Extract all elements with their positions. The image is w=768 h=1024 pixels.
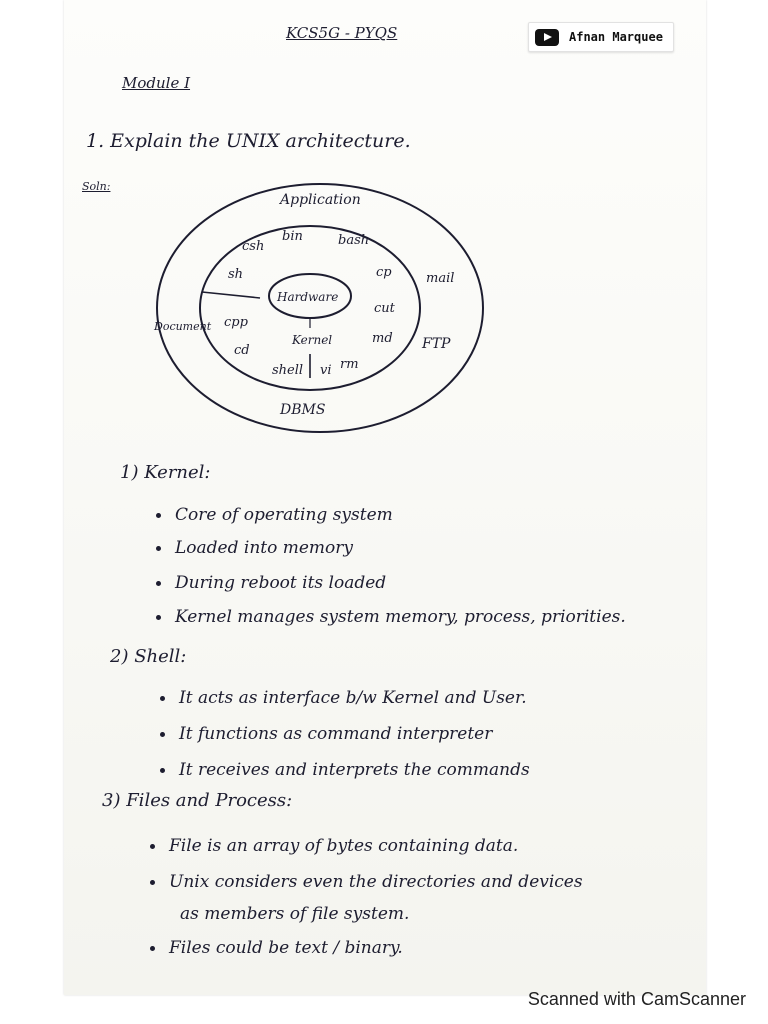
bullet-text: During reboot its loaded: [175, 573, 387, 593]
module-label: Module I: [122, 74, 191, 92]
bullet-dot: [150, 946, 155, 951]
bullet-text: Files could be text / binary.: [169, 938, 403, 958]
label-rm: rm: [340, 357, 359, 372]
label-cut: cut: [374, 301, 395, 316]
bullet-text: File is an array of bytes containing data.: [169, 836, 519, 856]
label-cd: cd: [234, 343, 250, 358]
label-csh: csh: [242, 239, 265, 254]
bullet-dot: [156, 513, 161, 518]
bullet-dot: [160, 696, 165, 701]
bullet-text: Core of operating system: [175, 505, 393, 525]
label-hardware: Hardware: [277, 290, 339, 304]
bullet-dot: [160, 768, 165, 773]
label-document: Document: [154, 320, 212, 333]
question-text: 1. Explain the UNIX architecture.: [86, 130, 411, 152]
solution-label: Soln:: [82, 180, 111, 193]
outer-ring: [157, 184, 483, 432]
bullet-dot: [156, 546, 161, 551]
list-item: [156, 505, 393, 525]
bullet-text: Unix considers even the directories and devices: [169, 872, 583, 892]
label-vi: vi: [320, 363, 332, 378]
label-application: Application: [280, 192, 361, 208]
section-heading-shell: 2) Shell:: [110, 646, 187, 667]
section-heading-kernel: 1) Kernel:: [120, 462, 211, 483]
bullet-dot: [150, 880, 155, 885]
label-bin: bin: [282, 229, 303, 244]
label-bash: bash: [338, 233, 370, 248]
list-item: [150, 872, 583, 892]
bullet-text: It functions as command interpreter: [179, 724, 493, 744]
label-kernel: Kernel: [292, 333, 333, 347]
channel-name: Afnan Marquee: [569, 30, 663, 44]
label-md: md: [372, 331, 393, 346]
list-item: [156, 573, 386, 593]
label-sh: sh: [228, 267, 244, 282]
bullet-text: It receives and interprets the commands: [179, 760, 530, 780]
list-item: [150, 938, 403, 958]
list-item: [160, 688, 527, 708]
section-heading-files: 3) Files and Process:: [102, 790, 293, 811]
bullet-dot: [160, 732, 165, 737]
bullet-dot: [150, 844, 155, 849]
bullet-text: Kernel manages system memory, process, priorities.: [175, 607, 626, 627]
channel-badge[interactable]: [528, 22, 674, 52]
camscanner-watermark: Scanned with CamScanner: [527, 989, 746, 1009]
separator-line: [202, 292, 260, 298]
label-mail: mail: [426, 271, 455, 286]
bullet-text: Loaded into memory: [175, 538, 354, 558]
label-dbms: DBMS: [280, 402, 326, 418]
unix-architecture-diagram: [150, 178, 490, 438]
bullet-dot: [156, 615, 161, 620]
bullet-text: It acts as interface b/w Kernel and User.: [179, 688, 527, 708]
bullet-dot: [156, 581, 161, 586]
page-header-title: KCS5G - PYQS: [286, 24, 398, 42]
list-item: [156, 538, 353, 558]
label-cp: cp: [376, 265, 392, 280]
label-ftp: FTP: [422, 336, 451, 352]
list-item: [150, 836, 518, 856]
label-shell: shell: [272, 363, 304, 378]
list-item: [160, 724, 492, 744]
list-item: [156, 607, 626, 627]
youtube-play-icon: [535, 29, 559, 46]
list-item: [160, 760, 530, 780]
list-item-continuation: as members of file system.: [180, 904, 410, 924]
label-cpp: cpp: [224, 315, 248, 330]
